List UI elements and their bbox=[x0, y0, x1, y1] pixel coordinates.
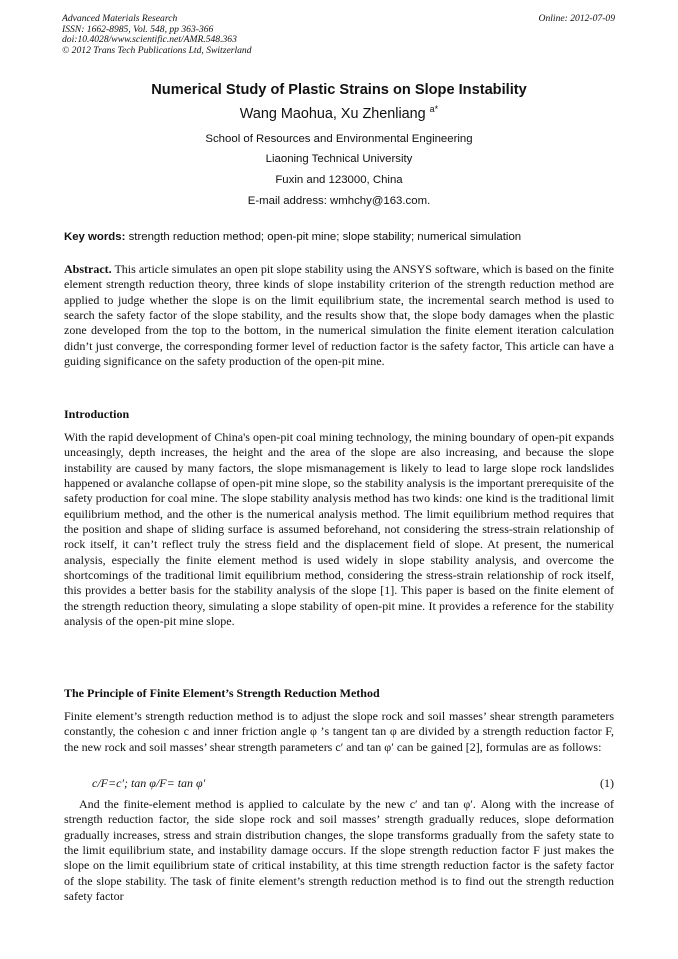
keywords bbox=[64, 231, 624, 243]
author-mark: a* bbox=[429, 104, 439, 114]
principle-heading: The Principle of Finite Element’s Strength Reduction Method bbox=[64, 686, 380, 700]
paper-title: Numerical Study of Plastic Strains on Slope Instability bbox=[151, 82, 527, 98]
affiliation-school: School of Resources and Environmental Engineering bbox=[205, 133, 473, 145]
affiliation-city: Fuxin and 123000, China bbox=[275, 174, 403, 186]
journal-header bbox=[62, 14, 252, 56]
introduction-text: With the rapid development of China's open-pit coal mining technology, the mining boundary of open-pit expands unceasingly, depth increases, the height and the area of the slope are also increasing, and because the slope instability are caused by many factors, the slope mismanagement is likely to lead to large slope rock landslides happened or avalanche collapse of open-pit mine slope, so the stability analysis is the important prerequisite of the safety production for coal mine. The slope stability analysis method has two kinds: one kind is the traditional limit equilibrium method, and the other is the numerical analysis method. The limit equilibrium method requires that the position and shape of sliding surface is assumed beforehand, not considering the stress-strain relationship of rock itself, it can’t reflect truly the stress field and the displacement field of slope. At present, the numerical analysis, especially the finite element method is used widely in slope stability analysis, and overcome the shortcomings of the traditional limit equilibrium method, considering the stress-strain relationship of rock itself, this provides a better basis for the stability analysis of the slope [1]. This paper is based on the finite element of the strength reduction theory, simulating a slope stability of open-pit mine. It provides a reference for the stability analysis of the open-pit mine slope. bbox=[64, 430, 614, 629]
author-names: Wang Maohua, Xu Zhenliang bbox=[239, 106, 426, 122]
principle-text-2: And the finite-element method is applied to calculate by the new c′ and tan φ′. Along with the increase of strength reduction factor, the side slope rock and soil masses’ strength gradually reduces, slope deformation gradually increases, stress and strain distribution changes, the slope transforms gradually from the safety state to the limit equilibrium state, and instability damage occurs. If the slope strength reduction factor F just makes the slope on the limit equilibrium state of critical instability, at this time strength reduction factor is the safety factor of the slope stability. The task of finite element’s strength reduction method is to find out the strength reduction safety factor bbox=[64, 797, 614, 904]
keywords-text: strength reduction method; open-pit mine; slope stability; numerical simulation bbox=[128, 231, 522, 243]
issn-line: ISSN: 1662-8985, Vol. 548, pp 363-366 bbox=[62, 23, 214, 35]
abstract-text: This article simulates an open pit slope stability using the ANSYS software, which is based on the finite element strength reduction theory, three kinds of slope instability criterion of the strength reduction method are applied to judge whether the slope is on the limit equilibrium state, the incremental search method is used to search the safety factor of the slope stability, and the results show that, the slope body damages when the plastic zone developed from the top to the bottom, in the numerical simulation the finite element iteration calculation didn’t just converge, the corresponding former level of reduction factor is the safety factor, This article can have a guiding significance on the safety production of the open-pit mine. bbox=[64, 262, 614, 369]
principle-text-1: Finite element’s strength reduction method is to adjust the slope rock and soil masses’ shear strength parameters constantly, the cohesion c and inner friction angle φ ’s tangent tan φ are divided by a strength reduction factor F, the new rock and soil masses’ shear strength parameters c′ and tan φ′ can be gained [2], formulas are as follows: bbox=[64, 709, 614, 754]
formula-number: (1) bbox=[600, 776, 614, 790]
author-line bbox=[0, 104, 678, 122]
abstract-label: Abstract. bbox=[64, 262, 112, 276]
introduction-heading: Introduction bbox=[64, 407, 130, 421]
keywords-label: Key words: bbox=[64, 231, 126, 243]
copyright-line: © 2012 Trans Tech Publications Ltd, Switzerland bbox=[62, 44, 252, 56]
affiliation-email: E-mail address: wmhchy@163.com. bbox=[247, 195, 431, 207]
formula: c/F=c'; tan φ/F= tan φ' bbox=[92, 776, 206, 790]
affiliation-university: Liaoning Technical University bbox=[265, 153, 413, 165]
journal-name: Advanced Materials Research bbox=[62, 13, 178, 24]
doi-line: doi:10.4028/www.scientific.net/AMR.548.363 bbox=[62, 34, 237, 46]
online-date: Online: 2012-07-09 bbox=[538, 13, 615, 24]
abstract bbox=[64, 262, 614, 369]
